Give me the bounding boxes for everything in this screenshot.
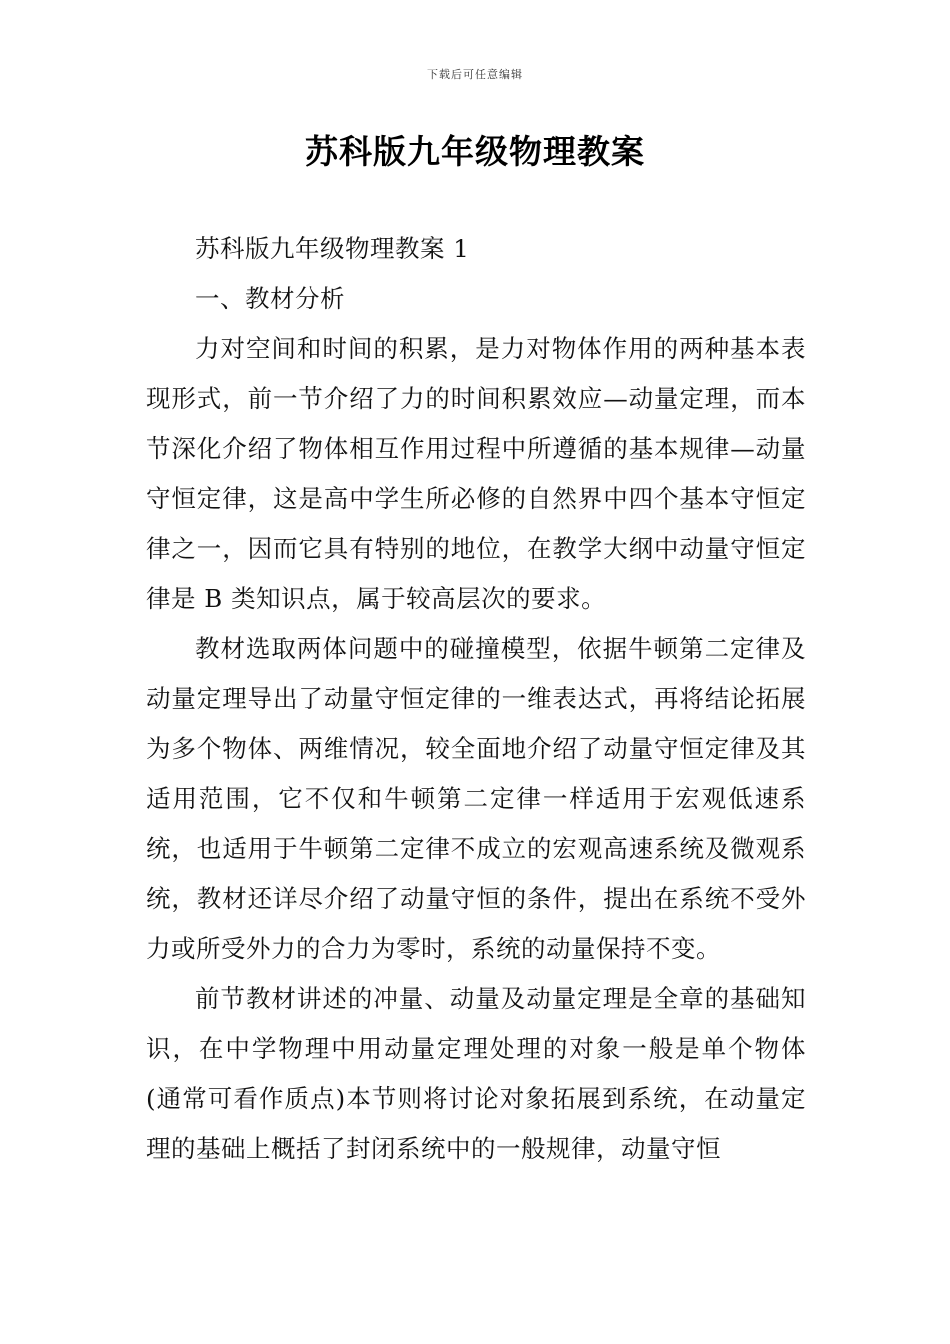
document-title: 苏科版九年级物理教案 [305,132,645,171]
body-paragraph: 教材选取两体问题中的碰撞模型，依据牛顿第二定律及动量定理导出了动量守恒定律的一维表达式，再将结论拓展为多个物体、两维情况，较全面地介绍了动量守恒定律及其适用范围，它不仅和牛顿第二定律一样适用于宏观低速系统，也适用于牛顿第二定律不成立的宏观高速系统及微观系统，教材还详尽介绍了动量守恒的条件，提出在系统不受外力或所受外力的合力为零时，系统的动量保持不变。 [146,634,806,963]
header-note: 下载后可任意编辑 [427,68,523,81]
section-heading: 一、教材分析 [195,284,345,313]
document-body [146,224,806,1174]
subtitle-paragraph: 苏科版九年级物理教案 1 [195,234,470,263]
body-paragraph: 力对空间和时间的积累，是力对物体作用的两种基本表现形式，前一节介绍了力的时间积累效应—动量定理，而本节深化介绍了物体相互作用过程中所遵循的基本规律—动量守恒定律，这是高中学生所必修的自然界中四个基本守恒定律之一，因而它具有特别的地位，在教学大纲中动量守恒定律是 B 类知识点，属于较高层次的要求。 [146,334,806,613]
body-paragraph: 前节教材讲述的冲量、动量及动量定理是全章的基础知识，在中学物理中用动量定理处理的对象一般是单个物体(通常可看作质点)本节则将讨论对象拓展到系统，在动量定理的基础上概括了封闭系统中的一般规律，动量守恒 [146,984,806,1163]
